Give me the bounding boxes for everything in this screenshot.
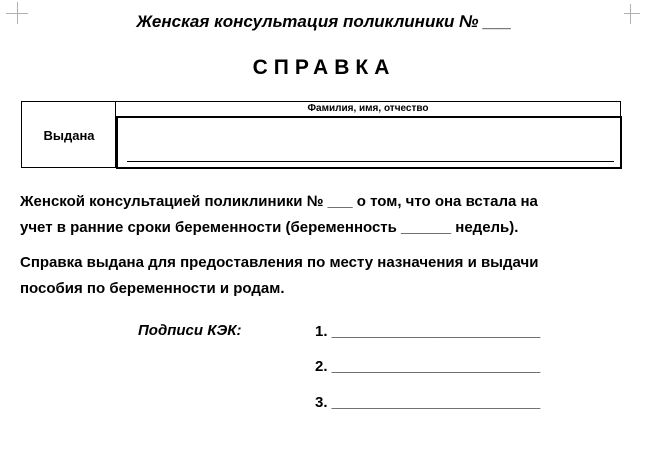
paragraph-line: учет в ранние сроки беременности (беременность ______ недель). (20, 219, 519, 236)
issued-label-cell (22, 102, 116, 167)
registration-paragraph (20, 189, 620, 241)
full-name-underline (127, 161, 614, 162)
purpose-paragraph (20, 250, 620, 302)
signature-line-3: 3. _________________________ (315, 394, 541, 411)
signature-line-2: 2. _________________________ (315, 358, 541, 375)
full-name-caption: Фамилия, имя, отчество (307, 103, 429, 114)
signature-line-1: 1. _________________________ (315, 323, 541, 340)
paragraph-line: Женской консультацией поликлиники № ___ о том, что она встала на (20, 193, 538, 210)
signatures-label: Подписи КЭК: (138, 322, 242, 339)
full-name-field[interactable] (116, 116, 622, 169)
paragraph-line: Справка выдана для предоставления по месту назначения и выдачи (20, 254, 539, 271)
issued-to-table (21, 101, 621, 168)
document-title: СПРАВКА (252, 56, 396, 79)
issued-label: Выдана (43, 128, 95, 143)
paragraph-line: пособия по беременности и родам. (20, 280, 285, 297)
clinic-header: Женская консультация поликлиники № ___ (136, 12, 512, 31)
